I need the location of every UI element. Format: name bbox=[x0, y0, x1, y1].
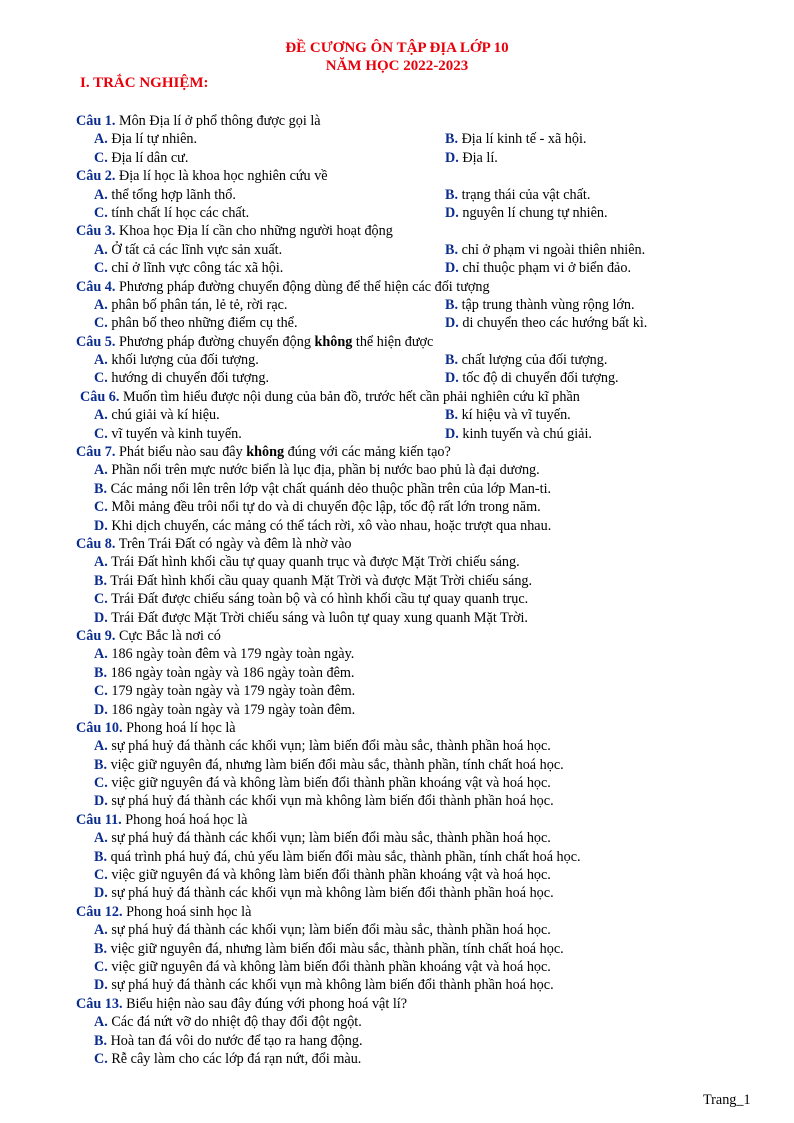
question bbox=[0, 627, 794, 719]
question-stem bbox=[0, 995, 794, 1013]
option-text: việc giữ nguyên đá, nhưng làm biến đổi màu sắc, thành phần, tính chất hoá học. bbox=[107, 940, 564, 957]
option-text: Phần nổi trên mực nước biển là lục địa, phần bị nước bao phủ là đại dương. bbox=[107, 462, 540, 479]
option-text: việc giữ nguyên đá và không làm biến đổi thành phần khoáng vật và hoá học. bbox=[107, 775, 551, 792]
option-label: A. bbox=[94, 554, 108, 571]
option-label: C. bbox=[94, 775, 108, 792]
answer-option bbox=[94, 702, 355, 718]
option-label: C. bbox=[94, 370, 108, 387]
option-row bbox=[0, 149, 794, 167]
question-stem bbox=[0, 167, 794, 185]
option-row bbox=[0, 241, 794, 259]
option-row bbox=[0, 921, 794, 939]
option-label: D. bbox=[445, 425, 459, 442]
option-label: C. bbox=[94, 683, 108, 700]
option-label: B. bbox=[445, 131, 459, 148]
option-row bbox=[0, 609, 794, 627]
question-text: thể hiện được bbox=[352, 333, 434, 350]
option-row bbox=[0, 572, 794, 590]
option-label: D. bbox=[445, 204, 459, 221]
option-text: tính chất lí học các chất. bbox=[107, 204, 250, 221]
question-text: Phương pháp đường chuyển động dùng để thể hiện các đối tượng bbox=[115, 278, 490, 295]
option-label: D. bbox=[445, 315, 459, 332]
option-label: D. bbox=[445, 370, 459, 387]
question bbox=[0, 535, 794, 627]
answer-option bbox=[94, 830, 551, 846]
option-row bbox=[0, 314, 794, 332]
answer-option bbox=[94, 885, 554, 901]
option-label: C. bbox=[94, 591, 108, 608]
option-text: 186 ngày toàn đêm và 179 ngày toàn ngày. bbox=[107, 646, 355, 663]
option-text: hướng di chuyển đối tượng. bbox=[107, 370, 270, 387]
question-text: Phong hoá sinh học là bbox=[122, 903, 252, 920]
option-label: C. bbox=[94, 204, 108, 221]
question-text: Phong hoá lí học là bbox=[122, 719, 236, 736]
option-label: B. bbox=[94, 572, 108, 589]
answer-option bbox=[94, 186, 236, 204]
option-text: sự phá huỷ đá thành các khối vụn; làm biến đổi màu sắc, thành phần hoá học. bbox=[107, 738, 551, 755]
option-row bbox=[0, 884, 794, 902]
option-row bbox=[0, 130, 794, 148]
option-label: C. bbox=[94, 425, 108, 442]
option-label: A. bbox=[94, 462, 108, 479]
question-keyword: không bbox=[246, 444, 285, 461]
option-text: chất lượng của đối tượng. bbox=[458, 352, 608, 369]
option-text: việc giữ nguyên đá và không làm biến đổi thành phần khoáng vật và hoá học. bbox=[107, 867, 551, 884]
option-label: B. bbox=[445, 186, 459, 203]
page-number: Trang_1 bbox=[703, 1092, 751, 1108]
option-row bbox=[0, 792, 794, 810]
question-number: Câu 11. bbox=[76, 811, 122, 828]
answer-option bbox=[94, 922, 551, 938]
option-text: 186 ngày toàn ngày và 186 ngày toàn đêm. bbox=[107, 664, 355, 681]
answer-option bbox=[94, 369, 269, 387]
option-label: A. bbox=[94, 241, 108, 258]
question-text: Phát biểu nào sau đây bbox=[115, 444, 247, 461]
option-text: trạng thái của vật chất. bbox=[458, 186, 591, 203]
question-number: Câu 10. bbox=[76, 719, 123, 736]
option-row bbox=[0, 204, 794, 222]
option-label: C. bbox=[94, 260, 108, 277]
option-row bbox=[0, 296, 794, 314]
option-text: việc giữ nguyên đá và không làm biến đổi thành phần khoáng vật và hoá học. bbox=[107, 958, 551, 975]
question-number: Câu 2. bbox=[76, 168, 116, 185]
answer-option bbox=[445, 369, 619, 387]
option-label: A. bbox=[94, 922, 108, 939]
option-text: Địa lí dân cư. bbox=[107, 149, 189, 166]
question bbox=[0, 995, 794, 1069]
question-number: Câu 13. bbox=[76, 995, 123, 1012]
option-label: B. bbox=[94, 664, 108, 681]
answer-option bbox=[94, 296, 287, 314]
option-row bbox=[0, 774, 794, 792]
option-row bbox=[0, 664, 794, 682]
option-label: D. bbox=[94, 701, 108, 718]
option-label: D. bbox=[94, 885, 108, 902]
option-label: B. bbox=[94, 480, 108, 497]
option-label: B. bbox=[445, 296, 459, 313]
option-row bbox=[0, 645, 794, 663]
document-title-line2: NĂM HỌC 2022-2023 bbox=[325, 58, 469, 74]
option-text: chỉ thuộc phạm vi ở biển đảo. bbox=[458, 260, 631, 277]
option-text: Trái Đất được chiếu sáng toàn bộ và có hình khối cầu tự quay quanh trục. bbox=[107, 591, 529, 608]
answer-option bbox=[94, 425, 242, 443]
question bbox=[0, 903, 794, 995]
answer-option bbox=[94, 1051, 361, 1067]
question-list bbox=[0, 112, 794, 1068]
answer-option bbox=[94, 591, 528, 607]
option-row bbox=[0, 1013, 794, 1031]
option-row bbox=[0, 425, 794, 443]
option-label: C. bbox=[94, 315, 108, 332]
option-text: tốc độ di chuyển đối tượng. bbox=[458, 370, 619, 387]
option-label: D. bbox=[94, 609, 108, 626]
answer-option bbox=[94, 977, 554, 993]
option-text: 179 ngày toàn ngày và 179 ngày toàn đêm. bbox=[107, 683, 356, 700]
option-text: phân bố theo những điểm cụ thể. bbox=[107, 315, 298, 332]
question-text: Muốn tìm hiểu được nội dung của bản đồ, trước hết cần phải nghiên cứu kĩ phần bbox=[119, 388, 580, 405]
option-label: B. bbox=[94, 756, 108, 773]
option-row bbox=[0, 553, 794, 571]
option-row bbox=[0, 406, 794, 424]
option-row bbox=[0, 498, 794, 516]
option-label: A. bbox=[94, 186, 108, 203]
option-label: B. bbox=[94, 848, 108, 865]
answer-option bbox=[445, 259, 631, 277]
option-text: Các đá nứt vỡ do nhiệt độ thay đổi đột ngột. bbox=[107, 1014, 362, 1031]
option-text: kinh tuyến và chú giải. bbox=[458, 425, 592, 442]
option-label: D. bbox=[94, 517, 108, 534]
question-text: Biểu hiện nào sau đây đúng với phong hoá vật lí? bbox=[122, 995, 408, 1012]
option-text: tập trung thành vùng rộng lớn. bbox=[458, 296, 635, 313]
answer-option bbox=[94, 499, 541, 515]
question bbox=[0, 388, 794, 443]
option-text: di chuyển theo các hướng bất kì. bbox=[458, 315, 648, 332]
option-text: Ở tất cả các lĩnh vực sản xuất. bbox=[107, 241, 283, 258]
option-text: chú giải và kí hiệu. bbox=[107, 407, 220, 424]
question-number: Câu 4. bbox=[76, 278, 116, 295]
option-text: chỉ ở phạm vi ngoài thiên nhiên. bbox=[458, 241, 646, 258]
option-text: phân bố phân tán, lẻ tẻ, rời rạc. bbox=[107, 296, 288, 313]
answer-option bbox=[445, 241, 645, 259]
option-label: B. bbox=[445, 241, 459, 258]
option-label: C. bbox=[94, 499, 108, 516]
answer-option bbox=[94, 959, 551, 975]
answer-option bbox=[445, 186, 590, 204]
option-label: B. bbox=[445, 352, 459, 369]
option-row bbox=[0, 369, 794, 387]
option-row bbox=[0, 259, 794, 277]
question-number: Câu 5. bbox=[76, 333, 116, 350]
answer-option bbox=[94, 314, 298, 332]
answer-option bbox=[94, 849, 581, 865]
option-text: Trái Đất được Mặt Trời chiếu sáng và luôn tự quay xung quanh Mặt Trời. bbox=[107, 609, 528, 626]
option-label: D. bbox=[94, 793, 108, 810]
question-stem bbox=[0, 719, 794, 737]
option-text: vĩ tuyến và kinh tuyến. bbox=[107, 425, 242, 442]
option-row bbox=[0, 756, 794, 774]
option-label: C. bbox=[94, 1050, 108, 1067]
answer-option bbox=[445, 149, 498, 167]
option-text: sự phá huỷ đá thành các khối vụn; làm biến đổi màu sắc, thành phần hoá học. bbox=[107, 830, 551, 847]
answer-option bbox=[445, 296, 635, 314]
question bbox=[0, 811, 794, 903]
question-text: Cực Bắc là nơi có bbox=[115, 627, 221, 644]
question-stem bbox=[0, 535, 794, 553]
option-label: A. bbox=[94, 352, 108, 369]
option-text: kí hiệu và vĩ tuyến. bbox=[458, 407, 571, 424]
answer-option bbox=[94, 130, 197, 148]
option-label: A. bbox=[94, 131, 108, 148]
answer-option bbox=[94, 867, 551, 883]
option-text: Các mảng nổi lên trên lớp vật chất quánh dẻo thuộc phần trên của lớp Man-ti. bbox=[107, 480, 552, 497]
answer-option bbox=[94, 573, 532, 589]
option-text: Địa lí. bbox=[458, 149, 498, 166]
question-number: Câu 7. bbox=[76, 444, 116, 461]
option-text: Địa lí kinh tế - xã hội. bbox=[458, 131, 587, 148]
answer-option bbox=[94, 757, 564, 773]
answer-option bbox=[94, 204, 249, 222]
option-text: việc giữ nguyên đá, nhưng làm biến đổi màu sắc, thành phần, tính chất hoá học. bbox=[107, 756, 564, 773]
option-text: sự phá huỷ đá thành các khối vụn mà không làm biến đổi thành phần hoá học. bbox=[107, 793, 554, 810]
option-row bbox=[0, 517, 794, 535]
question-text: Phong hoá hoá học là bbox=[121, 811, 248, 828]
question-stem bbox=[0, 443, 794, 461]
option-text: sự phá huỷ đá thành các khối vụn; làm biến đổi màu sắc, thành phần hoá học. bbox=[107, 922, 551, 939]
option-text: Hoà tan đá vôi do nước để tạo ra hang động. bbox=[107, 1032, 363, 1049]
question-text: Địa lí học là khoa học nghiên cứu về bbox=[115, 168, 328, 185]
answer-option bbox=[94, 1033, 363, 1049]
option-row bbox=[0, 976, 794, 994]
question bbox=[0, 333, 794, 388]
option-text: Địa lí tự nhiên. bbox=[107, 131, 198, 148]
option-row bbox=[0, 461, 794, 479]
option-label: D. bbox=[445, 260, 459, 277]
answer-option bbox=[94, 738, 551, 754]
option-text: quá trình phá huỷ đá, chủ yếu làm biến đổi màu sắc, thành phần, tính chất hoá học. bbox=[107, 848, 581, 865]
question-stem bbox=[0, 627, 794, 645]
answer-option bbox=[94, 554, 520, 570]
option-label: C. bbox=[94, 867, 108, 884]
option-text: Trái Đất hình khối cầu tự quay quanh trục và được Mặt Trời chiếu sáng. bbox=[107, 554, 520, 571]
question-number: Câu 6. bbox=[80, 388, 120, 405]
question-keyword: không bbox=[314, 333, 353, 350]
option-text: khối lượng của đối tượng. bbox=[107, 352, 259, 369]
question bbox=[0, 719, 794, 811]
option-row bbox=[0, 682, 794, 700]
question-stem bbox=[0, 388, 794, 406]
option-text: sự phá huỷ đá thành các khối vụn mà không làm biến đổi thành phần hoá học. bbox=[107, 977, 554, 994]
answer-option bbox=[94, 775, 551, 791]
question bbox=[0, 222, 794, 277]
option-row bbox=[0, 480, 794, 498]
answer-option bbox=[94, 1014, 362, 1030]
question-number: Câu 9. bbox=[76, 627, 116, 644]
option-text: Khi dịch chuyển, các mảng có thể tách rời, xô vào nhau, hoặc trượt qua nhau. bbox=[107, 517, 552, 534]
question bbox=[0, 167, 794, 222]
option-label: D. bbox=[445, 149, 459, 166]
question-number: Câu 1. bbox=[76, 113, 116, 129]
option-row bbox=[0, 1050, 794, 1068]
option-row bbox=[0, 940, 794, 958]
question-stem bbox=[0, 112, 794, 130]
answer-option bbox=[94, 241, 282, 259]
option-row bbox=[0, 1032, 794, 1050]
answer-option bbox=[94, 351, 259, 369]
question-text: đúng với các mảng kiến tạo? bbox=[284, 444, 451, 461]
answer-option bbox=[94, 259, 283, 277]
option-label: D. bbox=[94, 977, 108, 994]
option-row bbox=[0, 848, 794, 866]
option-text: Mỗi mảng đều trôi nổi tự do và di chuyển độc lập, tốc độ rất lớn trong năm. bbox=[107, 499, 541, 516]
option-text: 186 ngày toàn ngày và 179 ngày toàn đêm. bbox=[107, 701, 356, 718]
option-label: B. bbox=[445, 407, 459, 424]
answer-option bbox=[94, 481, 551, 497]
answer-option bbox=[94, 665, 354, 681]
option-row bbox=[0, 866, 794, 884]
option-row bbox=[0, 186, 794, 204]
question-number: Câu 12. bbox=[76, 903, 123, 920]
answer-option bbox=[94, 518, 551, 534]
option-label: A. bbox=[94, 738, 108, 755]
question-stem bbox=[0, 903, 794, 921]
option-label: B. bbox=[94, 940, 108, 957]
question-number: Câu 3. bbox=[76, 223, 116, 240]
answer-option bbox=[445, 130, 586, 148]
option-text: Rễ cây làm cho các lớp đá rạn nứt, đổi màu. bbox=[107, 1050, 362, 1067]
answer-option bbox=[94, 462, 540, 478]
option-row bbox=[0, 737, 794, 755]
option-label: C. bbox=[94, 958, 108, 975]
question-stem bbox=[0, 222, 794, 240]
option-label: A. bbox=[94, 830, 108, 847]
option-text: thể tổng hợp lãnh thổ. bbox=[107, 186, 236, 203]
option-label: A. bbox=[94, 1014, 108, 1031]
option-text: chỉ ở lĩnh vực công tác xã hội. bbox=[107, 260, 284, 277]
option-label: A. bbox=[94, 407, 108, 424]
question-text: Phương pháp đường chuyển động bbox=[115, 333, 315, 350]
answer-option bbox=[445, 204, 608, 222]
option-row bbox=[0, 829, 794, 847]
question-text: Trên Trái Đất có ngày và đêm là nhờ vào bbox=[115, 535, 352, 552]
answer-option bbox=[94, 646, 354, 662]
option-label: A. bbox=[94, 296, 108, 313]
answer-option bbox=[94, 406, 220, 424]
option-row bbox=[0, 701, 794, 719]
question-stem bbox=[0, 811, 794, 829]
answer-option bbox=[94, 683, 355, 699]
option-label: B. bbox=[94, 1032, 108, 1049]
section-heading: I. TRẮC NGHIỆM: bbox=[80, 75, 209, 91]
question-number: Câu 8. bbox=[76, 535, 116, 552]
document-title-line1: ĐỀ CƯƠNG ÔN TẬP ĐỊA LỚP 10 bbox=[285, 40, 509, 56]
option-row bbox=[0, 958, 794, 976]
question-stem bbox=[0, 278, 794, 296]
question bbox=[0, 278, 794, 333]
answer-option bbox=[445, 314, 647, 332]
answer-option bbox=[94, 149, 188, 167]
option-label: A. bbox=[94, 646, 108, 663]
option-row bbox=[0, 351, 794, 369]
question-stem bbox=[0, 333, 794, 351]
answer-option bbox=[445, 406, 571, 424]
answer-option bbox=[445, 351, 607, 369]
option-label: C. bbox=[94, 149, 108, 166]
question bbox=[0, 443, 794, 535]
option-row bbox=[0, 590, 794, 608]
option-text: Trái Đất hình khối cầu quay quanh Mặt Trời và được Mặt Trời chiếu sáng. bbox=[107, 572, 533, 589]
question bbox=[0, 112, 794, 167]
answer-option bbox=[94, 941, 564, 957]
answer-option bbox=[445, 425, 592, 443]
option-text: nguyên lí chung tự nhiên. bbox=[458, 204, 608, 221]
option-text: sự phá huỷ đá thành các khối vụn mà không làm biến đổi thành phần hoá học. bbox=[107, 885, 554, 902]
question-text: Môn Địa lí ở phổ thông được gọi là bbox=[115, 113, 321, 129]
answer-option bbox=[94, 793, 554, 809]
answer-option bbox=[94, 610, 528, 626]
question-text: Khoa học Địa lí cần cho những người hoạt động bbox=[115, 223, 393, 240]
